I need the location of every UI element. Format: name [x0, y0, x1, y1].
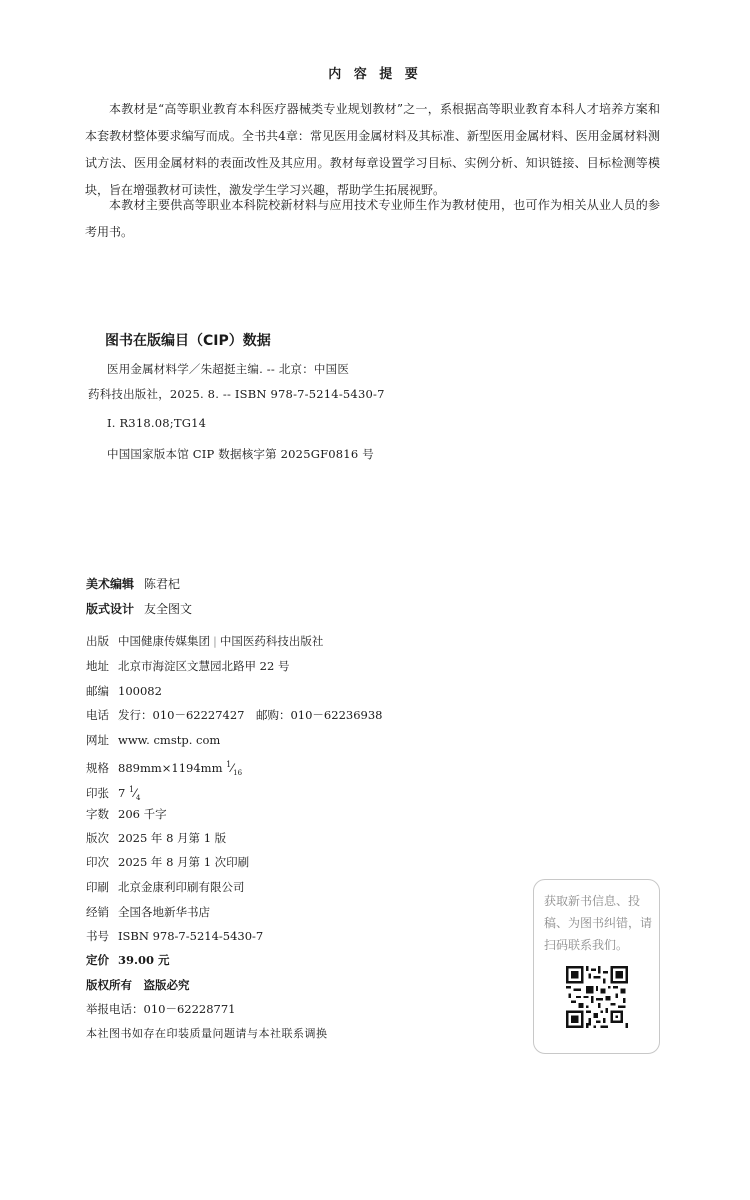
price-row	[86, 951, 170, 969]
row-label: 电话	[86, 708, 109, 722]
row-label: 字数	[86, 807, 109, 821]
edition-value: 2025 年 8 月第 1 版	[118, 831, 227, 845]
format-value: 889mm×1194mm	[118, 761, 223, 775]
cip-line-1: 医用金属材料学／朱超挺主编. -- 北京：中国医	[107, 362, 350, 376]
row-label: 出版	[86, 634, 109, 648]
cip-heading: 图书在版编目（CIP）数据	[105, 333, 271, 349]
summary-paragraph-1: 本教材是“高等职业教育本科医疗器械类专业规划教材”之一，系根据高等职业教育本科人才培养方案和本套教材整体要求编写而成。全书共4章：常见医用金属材料及其标准、新型医用金属材料、医用金属材料测试方法、医用金属材料的表面改性及其应用。教材每章设置学习目标、实例分析、知识链接、目标检测等模块，旨在增强教材可读性，激发学生学习兴趣，帮助学生拓展视野。	[85, 102, 660, 197]
row-label: 印次	[86, 855, 109, 869]
row-label: 地址	[86, 659, 109, 673]
publisher-name: 中国医药科技出版社	[219, 634, 324, 648]
website-row	[86, 731, 220, 749]
printer-value: 北京金康利印刷有限公司	[118, 880, 245, 894]
report-phone: 举报电话：010－62228771	[86, 1002, 236, 1016]
printing-value: 2025 年 8 月第 1 次印刷	[118, 855, 250, 869]
postcode-row	[86, 682, 162, 700]
row-label: 定价	[86, 953, 109, 967]
postcode-value: 100082	[118, 684, 162, 698]
sheets-row: 印张 7 $^1⁄_4$	[86, 785, 141, 802]
quality-notice: 本社图书如存在印装质量问题请与本社联系调换	[86, 1027, 328, 1040]
qr-caption: 获取新书信息、投稿、为图书纠错，请扫码联系我们。	[544, 894, 653, 952]
credit-art-editor	[86, 575, 180, 592]
sheets-fraction-denominator: 4	[136, 794, 141, 802]
isbn-row	[86, 927, 263, 945]
cip-line-2: 药科技出版社，2025. 8. -- ISBN 978-7-5214-5430-7	[88, 387, 385, 401]
summary-paragraph-2: 本教材主要供高等职业本科院校新材料与应用技术专业师生作为教材使用，也可作为相关从业人员的参考用书。	[85, 198, 660, 239]
row-label: 印刷	[86, 880, 109, 894]
cip-record-number: 中国国家版本馆 CIP 数据核字第 2025GF0816 号	[107, 447, 374, 461]
row-label: 版次	[86, 831, 109, 845]
publisher-divider: |	[213, 634, 217, 648]
credit-value: 友全图文	[144, 602, 193, 616]
edition-row	[86, 829, 226, 847]
sheets-fraction-numerator: 1	[128, 785, 135, 794]
isbn-value: ISBN 978-7-5214-5430-7	[118, 929, 264, 943]
qr-code-icon[interactable]	[566, 966, 628, 1028]
summary-title: 内 容 提 要	[328, 67, 422, 82]
qr-contact-box	[533, 879, 660, 1054]
row-label: 书号	[86, 929, 109, 943]
sheets-whole: 7	[118, 786, 126, 800]
copyright-notice: 版权所有 盗版必究	[86, 978, 190, 992]
price-value: 39.00 元	[118, 953, 170, 967]
credit-layout-design	[86, 600, 192, 617]
row-label: 邮编	[86, 684, 109, 698]
address-row	[86, 657, 289, 675]
row-label: 印张	[86, 786, 109, 800]
credit-label: 版式设计	[86, 602, 135, 616]
address-value: 北京市海淀区文慧园北路甲 22 号	[118, 659, 290, 673]
phone-value: 发行：010－62227427 邮购：010－62236938	[118, 708, 383, 722]
website-value: www. cmstp. com	[118, 733, 221, 747]
printing-row	[86, 853, 249, 871]
publisher-row	[86, 632, 323, 650]
distributor-row	[86, 903, 210, 921]
format-fraction-denominator: 16	[233, 769, 243, 777]
phone-row	[86, 706, 382, 724]
publisher-group: 中国健康传媒集团	[118, 634, 210, 648]
format-fraction-numerator: 1	[226, 760, 232, 769]
format-row: 规格 889mm×1194mm $^1⁄_{16}$	[86, 760, 243, 777]
printer-row	[86, 878, 245, 896]
distributor-value: 全国各地新华书店	[118, 905, 210, 919]
credit-value: 陈君杞	[144, 577, 181, 591]
row-label: 经销	[86, 905, 109, 919]
row-label: 网址	[86, 733, 109, 747]
credit-label: 美术编辑	[86, 577, 135, 591]
words-value: 206 千字	[118, 807, 167, 821]
row-label: 规格	[86, 761, 109, 775]
cip-classification: Ⅰ. R318.08;TG14	[107, 416, 207, 430]
words-row	[86, 805, 167, 823]
